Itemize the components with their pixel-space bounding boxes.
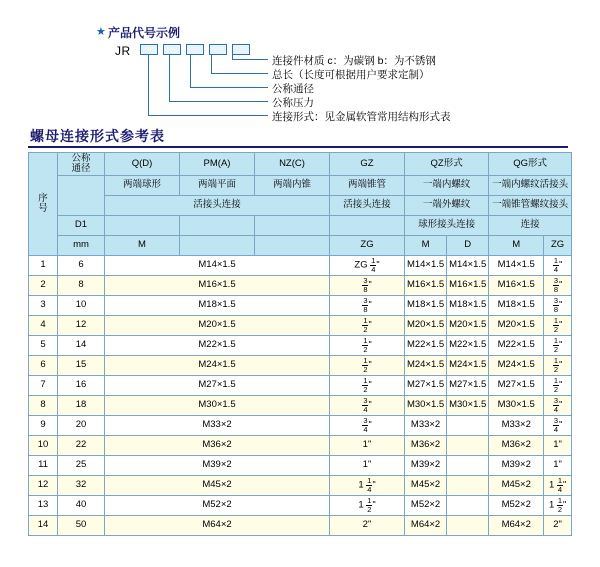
cell-thread-m: M27×1.5 (105, 375, 330, 395)
cell-dn: 25 (58, 455, 105, 475)
cell-thread-m: M39×2 (105, 455, 330, 475)
cell-dn: 15 (58, 355, 105, 375)
cell-dn: 22 (58, 435, 105, 455)
cell-qg-zg: 1" (544, 435, 572, 455)
cell-gz-zg: 1 $\frac{1}{4}$ " (330, 475, 405, 495)
header-type-qz: QZ形式 (405, 153, 489, 176)
cell-seq: 11 (29, 455, 58, 475)
header-desc-qd: 两端球形 (105, 175, 180, 195)
table-row (29, 495, 572, 515)
cell-qg-zg: $\frac{3}{4}$ " (544, 415, 572, 435)
table-row (29, 335, 572, 355)
cell-thread-m: M16×1.5 (105, 275, 330, 295)
cell-seq: 5 (29, 335, 58, 355)
cell-thread-m: M24×1.5 (105, 355, 330, 375)
header-dn-blank (58, 175, 105, 215)
header-d1-qd (105, 215, 180, 235)
table-row (29, 475, 572, 495)
cell-gz-zg: 1" (330, 455, 405, 475)
table-row (29, 415, 572, 435)
cell-qz-m: M36×2 (405, 435, 447, 455)
cell-seq: 13 (29, 495, 58, 515)
cell-dn: 32 (58, 475, 105, 495)
cell-qg-zg: 2" (544, 515, 572, 535)
cell-seq: 8 (29, 395, 58, 415)
cell-gz-zg: $\frac{3}{4}$ " (330, 415, 405, 435)
cell-dn: 10 (58, 295, 105, 315)
table-row (29, 295, 572, 315)
note-material: 连接件材质 c：为碳钢 b：为不锈钢 (272, 55, 436, 67)
diagram-title: 产品代号示例 (108, 26, 181, 40)
cell-qg-m: M16×1.5 (489, 275, 544, 295)
cell-qg-m: M64×2 (489, 515, 544, 535)
cell-qg-m: M36×2 (489, 435, 544, 455)
cell-thread-m: M18×1.5 (105, 295, 330, 315)
product-code-diagram (0, 0, 600, 123)
table-row (29, 255, 572, 275)
note-nominal-pressure: 公称压力 (272, 97, 314, 109)
cell-qz-d: M20×1.5 (447, 315, 489, 335)
cell-qz-m: M52×2 (405, 495, 447, 515)
cell-qg-zg: 1 $\frac{1}{2}$ " (544, 495, 572, 515)
table-row (29, 355, 572, 375)
header-sym-m3 (255, 235, 330, 255)
cell-qg-zg: $\frac{1}{2}$ " (544, 335, 572, 355)
cell-qz-d: M16×1.5 (447, 275, 489, 295)
header-sym-m1: M (105, 235, 180, 255)
cell-qz-d: M14×1.5 (447, 255, 489, 275)
cell-thread-m: M14×1.5 (105, 255, 330, 275)
cell-qz-d (447, 435, 489, 455)
cell-qg-m: M18×1.5 (489, 295, 544, 315)
cell-qz-d: M30×1.5 (447, 395, 489, 415)
cell-gz-zg: $\frac{3}{8}$ " (330, 275, 405, 295)
cell-dn: 8 (58, 275, 105, 295)
cell-qz-m: M45×2 (405, 475, 447, 495)
leader-h-3 (190, 87, 268, 88)
header-conn2-qg: 连接 (489, 215, 572, 235)
cell-qg-zg: $\frac{3}{8}$ " (544, 275, 572, 295)
header-conn-qz: 一端外螺纹 (405, 195, 489, 215)
cell-gz-zg: $\frac{1}{2}$ " (330, 375, 405, 395)
cell-seq: 9 (29, 415, 58, 435)
header-ballhead-qz: 球形接头连接 (405, 215, 489, 235)
cell-qg-zg: $\frac{1}{2}$ " (544, 375, 572, 395)
header-type-pma: PM(A) (180, 153, 255, 176)
header-sym-m2 (180, 235, 255, 255)
code-box-3 (186, 44, 204, 55)
cell-seq: 3 (29, 295, 58, 315)
cell-qg-m: M22×1.5 (489, 335, 544, 355)
header-sym-qg-m: M (489, 235, 544, 255)
cell-qz-m: M39×2 (405, 455, 447, 475)
header-seq (29, 153, 58, 256)
header-conn-qg: 一端锥管螺纹接头 (489, 195, 572, 215)
cell-seq: 12 (29, 475, 58, 495)
header-seq-label: 序 号 (38, 193, 48, 214)
star-icon: ★ (96, 26, 106, 38)
note-total-length: 总长（长度可根据用户要求定制） (272, 69, 430, 81)
leader-line-5 (148, 54, 149, 116)
leader-h-5 (148, 115, 268, 116)
cell-dn: 6 (58, 255, 105, 275)
cell-dn: 16 (58, 375, 105, 395)
cell-qg-m: M24×1.5 (489, 355, 544, 375)
note-connection-form: 连接形式：见金属软管常用结构形式表 (272, 111, 451, 123)
header-sym-qg-zg: ZG (544, 235, 572, 255)
table-row (29, 375, 572, 395)
cell-thread-m: M36×2 (105, 435, 330, 455)
cell-qg-zg: 1" (544, 455, 572, 475)
leader-h-1 (232, 59, 268, 60)
header-sym-zg1: ZG (330, 235, 405, 255)
leader-h-4 (169, 101, 268, 102)
header-type-nzc: NZ(C) (255, 153, 330, 176)
cell-dn: 12 (58, 315, 105, 335)
cell-qz-d: M18×1.5 (447, 295, 489, 315)
table-row (29, 395, 572, 415)
cell-gz-zg: ZG $\frac{1}{4}$ " (330, 255, 405, 275)
cell-qz-d (447, 495, 489, 515)
cell-gz-zg: $\frac{3}{4}$ " (330, 395, 405, 415)
cell-qg-zg: $\frac{1}{4}$ " (544, 255, 572, 275)
cell-qz-m: M18×1.5 (405, 295, 447, 315)
header-conn-left: 活接头连接 (105, 195, 330, 215)
cell-qz-d: M27×1.5 (447, 375, 489, 395)
cell-gz-zg: $\frac{1}{2}$ " (330, 315, 405, 335)
leader-line-4 (169, 54, 170, 102)
nut-connection-table (28, 152, 572, 536)
cell-dn: 20 (58, 415, 105, 435)
cell-thread-m: M30×1.5 (105, 395, 330, 415)
table-row (29, 275, 572, 295)
cell-seq: 10 (29, 435, 58, 455)
cell-thread-m: M64×2 (105, 515, 330, 535)
cell-qz-d (447, 455, 489, 475)
cell-seq: 14 (29, 515, 58, 535)
cell-qg-m: M33×2 (489, 415, 544, 435)
header-d1-pma (180, 215, 255, 235)
header-conn-gz: 活接头连接 (330, 195, 405, 215)
cell-qg-zg: 1 $\frac{1}{4}$ " (544, 475, 572, 495)
table-row (29, 515, 572, 535)
header-type-qd: Q(D) (105, 153, 180, 176)
cell-qg-m: M39×2 (489, 455, 544, 475)
header-desc-pma: 两端平面 (180, 175, 255, 195)
header-dn: 公称 通径 (58, 153, 105, 176)
cell-qg-m: M45×2 (489, 475, 544, 495)
cell-seq: 6 (29, 355, 58, 375)
table-title: 螺母连接形式参考表 (30, 128, 165, 144)
note-nominal-diameter: 公称通径 (272, 83, 314, 95)
cell-qg-zg: $\frac{1}{2}$ " (544, 355, 572, 375)
code-box-5 (232, 44, 250, 55)
header-d1-nzc (255, 215, 330, 235)
table-header-row-types (29, 153, 572, 176)
cell-gz-zg: 2" (330, 515, 405, 535)
cell-qg-zg: $\frac{3}{4}$ " (544, 395, 572, 415)
cell-qg-m: M14×1.5 (489, 255, 544, 275)
cell-qz-m: M33×2 (405, 415, 447, 435)
cell-qg-m: M30×1.5 (489, 395, 544, 415)
cell-gz-zg: $\frac{1}{2}$ " (330, 335, 405, 355)
cell-gz-zg: $\frac{3}{8}$ " (330, 295, 405, 315)
cell-qg-m: M27×1.5 (489, 375, 544, 395)
cell-qz-d (447, 515, 489, 535)
header-sym-qz-d: D (447, 235, 489, 255)
cell-qg-zg: $\frac{3}{8}$ " (544, 295, 572, 315)
header-desc-qg: 一端内螺纹活接头 (489, 175, 572, 195)
cell-gz-zg: $\frac{1}{2}$ " (330, 355, 405, 375)
table-header-row-d1 (29, 215, 572, 235)
cell-qz-m: M22×1.5 (405, 335, 447, 355)
cell-qz-m: M27×1.5 (405, 375, 447, 395)
header-desc-gz: 两端锥管 (330, 175, 405, 195)
header-sym-qz-m: M (405, 235, 447, 255)
header-type-qg: QG形式 (489, 153, 572, 176)
cell-dn: 40 (58, 495, 105, 515)
cell-qz-d (447, 475, 489, 495)
code-box-1 (140, 44, 158, 55)
code-boxes (140, 44, 250, 55)
leader-h-2 (211, 73, 268, 74)
cell-seq: 7 (29, 375, 58, 395)
header-d1-label: D1 (58, 215, 105, 235)
table-row (29, 315, 572, 335)
cell-qz-m: M14×1.5 (405, 255, 447, 275)
cell-thread-m: M33×2 (105, 415, 330, 435)
table-header-row-conn (29, 195, 572, 215)
table-body (29, 255, 572, 535)
cell-thread-m: M45×2 (105, 475, 330, 495)
cell-qz-d: M24×1.5 (447, 355, 489, 375)
cell-dn: 14 (58, 335, 105, 355)
cell-qg-m: M20×1.5 (489, 315, 544, 335)
header-type-gz: GZ (330, 153, 405, 176)
code-prefix: JR (115, 44, 131, 58)
table-row (29, 435, 572, 455)
cell-gz-zg: 1 $\frac{1}{2}$ " (330, 495, 405, 515)
title-underline (28, 146, 568, 148)
cell-qz-m: M30×1.5 (405, 395, 447, 415)
leader-line-3 (190, 54, 191, 88)
cell-qz-m: M16×1.5 (405, 275, 447, 295)
cell-qz-m: M24×1.5 (405, 355, 447, 375)
leader-line-2 (211, 54, 212, 74)
cell-gz-zg: 1" (330, 435, 405, 455)
table-header-row-units (29, 235, 572, 255)
header-unit-mm: mm (58, 235, 105, 255)
cell-seq: 1 (29, 255, 58, 275)
cell-thread-m: M20×1.5 (105, 315, 330, 335)
cell-dn: 18 (58, 395, 105, 415)
header-desc-nzc: 两端内锥 (255, 175, 330, 195)
header-d1-gz (330, 215, 405, 235)
cell-thread-m: M52×2 (105, 495, 330, 515)
cell-qz-m: M64×2 (405, 515, 447, 535)
cell-qg-m: M52×2 (489, 495, 544, 515)
cell-seq: 4 (29, 315, 58, 335)
cell-thread-m: M22×1.5 (105, 335, 330, 355)
table-row (29, 455, 572, 475)
table-header-row-desc (29, 175, 572, 195)
code-box-2 (163, 44, 181, 55)
cell-qz-m: M20×1.5 (405, 315, 447, 335)
cell-dn: 50 (58, 515, 105, 535)
header-desc-qz: 一端内螺纹 (405, 175, 489, 195)
cell-seq: 2 (29, 275, 58, 295)
cell-qz-d: M22×1.5 (447, 335, 489, 355)
cell-qz-d (447, 415, 489, 435)
cell-qg-zg: $\frac{1}{2}$ " (544, 315, 572, 335)
